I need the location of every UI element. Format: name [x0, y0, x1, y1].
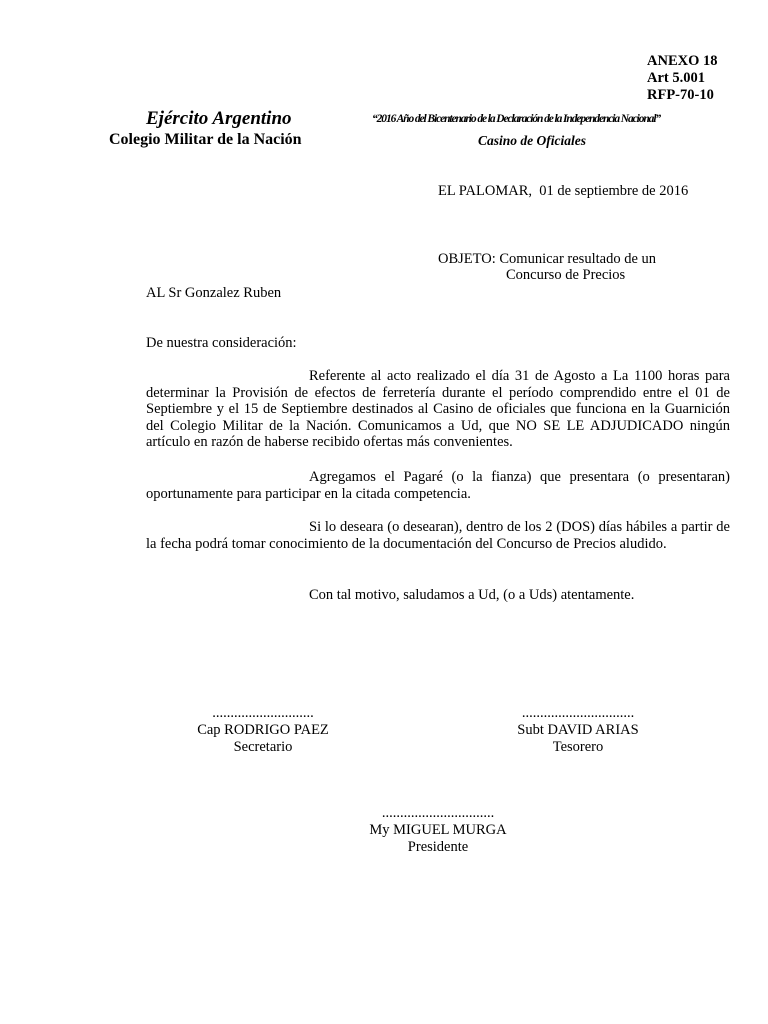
signature-line: ............................: [212, 705, 314, 721]
recipient: AL Sr Gonzalez Ruben: [146, 285, 282, 301]
letterhead-unit: Colegio Militar de la Nación: [109, 131, 302, 148]
objeto-line-2: Concurso de Precios: [506, 267, 626, 283]
salutation: De nuestra consideración:: [146, 335, 297, 351]
signature-role: Tesorero: [552, 739, 604, 755]
signature-secretario: [183, 705, 343, 756]
objeto-line-1: OBJETO: Comunicar resultado de un: [438, 251, 657, 267]
letterhead-office: Casino de Oficiales: [478, 133, 586, 148]
place-date: EL PALOMAR, 01 de septiembre de 2016: [438, 183, 689, 199]
annex-code: RFP-70-10: [647, 87, 714, 103]
signature-line: ...............................: [381, 805, 495, 821]
annex-block: [647, 53, 718, 104]
body-paragraph-2: Agregamos el Pagaré (o la fianza) que presentara (o presentaran) oportunamente para participar en la citada competencia.: [146, 469, 730, 502]
signature-role: Secretario: [233, 739, 293, 755]
signature-name: Cap RODRIGO PAEZ: [197, 722, 329, 738]
signature-name: Subt DAVID ARIAS: [517, 722, 639, 738]
body-paragraph-4: Con tal motivo, saludamos a Ud, (o a Uds) atentamente.: [309, 587, 635, 603]
body-paragraph-1: Referente al acto realizado el día 31 de Agosto a La 1100 horas para determinar la Provisión de efectos de ferretería durante el período comprendido entre el 01 de Septiembre y el 15 de Septiembre destinados al Casino de oficiales que funciona en la Guarnición del Colegio Militar de la Nación. Comunicamos a Ud, que NO SE LE ADJUDICADO ningún artículo en razón de haberse recibido ofertas más convenientes.: [146, 368, 730, 450]
annex-article: Art 5.001: [647, 70, 705, 86]
signature-line: ...............................: [521, 705, 635, 721]
signature-tesorero: [498, 705, 658, 756]
annex-number: ANEXO 18: [647, 53, 718, 69]
signature-role: Presidente: [407, 839, 469, 855]
letterhead-org: Ejército Argentino: [146, 108, 292, 129]
body-paragraph-3: Si lo deseara (o desearan), dentro de los 2 (DOS) días hábiles a partir de la fecha podrá tomar conocimiento de la documentación del Concurso de Precios aludido.: [146, 519, 730, 552]
signature-presidente: [358, 805, 518, 856]
signature-name: My MIGUEL MURGA: [369, 822, 507, 838]
letterhead-motto: “2016 Año del Bicentenario de la Declaración de la Independencia Nacional”: [372, 113, 661, 125]
